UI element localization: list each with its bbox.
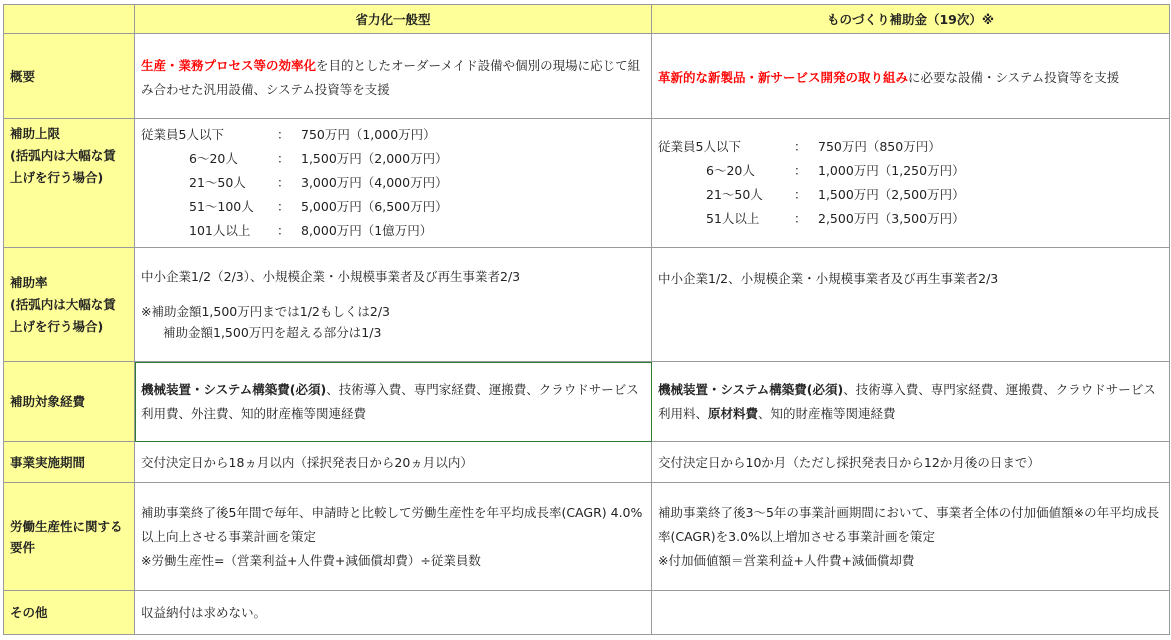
- tier-colon: ：: [277, 175, 290, 190]
- productivity-left-text: 補助事業終了後5年間で毎年、申請時と比較して労働生産性を年平均成長率(CAGR) 4.0%以上向上させる事業計画を策定: [141, 504, 643, 544]
- row-productivity: [4, 483, 1170, 591]
- tier-colon: ：: [277, 151, 290, 166]
- label-productivity: 労働生産性に関する要件: [4, 483, 135, 591]
- tier-size: 従業員5人以下: [658, 139, 741, 154]
- tier-colon: ：: [794, 163, 807, 178]
- tier-value: 750万円（850万円）: [818, 139, 941, 154]
- row-expenses: [4, 362, 1170, 442]
- tier-size: 21～50人: [706, 187, 763, 202]
- expenses-left-required: 機械装置・システム構築費(必須): [141, 381, 327, 397]
- tier-colon: ：: [277, 127, 290, 142]
- limit-right-tier: [658, 207, 1163, 231]
- tier-colon: ：: [277, 199, 290, 214]
- tier-colon: ：: [277, 223, 290, 238]
- overview-left-text: を目的としたオーダーメイド設備や個別の現場に応じて組み合わせた汎用設備、システム投資等を支援: [141, 58, 641, 97]
- limit-left-tier: [141, 123, 645, 147]
- expenses-left-text: 、技術導入費、専門家経費、運搬費、クラウドサービス 利用費、外注費、知的財産権等関連経費: [141, 381, 639, 421]
- spacer: [141, 287, 645, 301]
- tier-size: 6～20人: [706, 163, 755, 178]
- limit-right-tier: [658, 135, 1163, 159]
- limit-left: [135, 119, 652, 248]
- expenses-right-materials: 原材料費: [708, 405, 759, 421]
- comparison-table: [3, 4, 1170, 635]
- expenses-right-required: 機械装置・システム構築費(必須): [658, 381, 844, 397]
- tier-value: 8,000万円（1億万円）: [301, 223, 433, 238]
- header-col2: ものづくり補助金（19次）※: [652, 5, 1170, 34]
- limit-right: [652, 119, 1170, 248]
- tier-value: 3,000万円（4,000万円）: [301, 175, 448, 190]
- label-expenses: 補助対象経費: [4, 362, 135, 442]
- period-left: 交付決定日から18ヵ月以内（採択発表日から20ヵ月以内）: [135, 442, 652, 483]
- overview-left-emphasis: 生産・業務プロセス等の効率化: [141, 58, 317, 73]
- rate-left-note: ※補助金額1,500万円までは1/2もしくは2/3: [141, 304, 390, 319]
- tier-value: 1,500万円（2,000万円）: [301, 151, 448, 166]
- rate-right: 中小企業1/2、小規模企業・小規模事業者及び再生事業者2/3: [652, 248, 1170, 362]
- header-row: [4, 5, 1170, 34]
- productivity-right: [652, 483, 1170, 591]
- other-right: [652, 591, 1170, 635]
- rate-left-main: 中小企業1/2（2/3）、小規模企業・小規模事業者及び再生事業者2/3: [141, 269, 521, 284]
- label-other: その他: [4, 591, 135, 635]
- rate-left-note-cont: 補助金額1,500万円を超える部分は1/3: [163, 325, 382, 340]
- limit-left-tier: [141, 195, 645, 219]
- tier-size: 21～50人: [189, 175, 246, 190]
- label-period: 事業実施期間: [4, 442, 135, 483]
- expenses-left: [135, 362, 652, 442]
- row-rate: [4, 248, 1170, 362]
- productivity-left: [135, 483, 652, 591]
- period-right: 交付決定日から10か月（ただし採択発表日から12か月後の日まで）: [652, 442, 1170, 483]
- tier-value: 2,500万円（3,500万円）: [818, 211, 965, 226]
- overview-right-text: に必要な設備・システム投資等を支援: [908, 70, 1120, 85]
- other-left: 収益納付は求めない。: [135, 591, 652, 635]
- tier-colon: ：: [794, 211, 807, 226]
- label-limit: 補助上限 (括弧内は大幅な賃上げを行う場合): [4, 119, 135, 248]
- corner-cell: [4, 5, 135, 34]
- productivity-right-text: 補助事業終了後3～5年の事業計画期間において、事業者全体の付加価値額※の年平均成長率(CAGR)を3.0%以上増加させる事業計画を策定: [658, 504, 1160, 544]
- tier-size: 51人以上: [706, 211, 760, 226]
- row-overview: [4, 34, 1170, 119]
- tier-value: 1,500万円（2,500万円）: [818, 187, 965, 202]
- tier-value: 1,000万円（1,250万円）: [818, 163, 965, 178]
- expenses-right: [652, 362, 1170, 442]
- productivity-right-note: ※付加価値額＝営業利益+人件費+減価償却費: [658, 552, 915, 568]
- label-overview: 概要: [4, 34, 135, 119]
- row-other: [4, 591, 1170, 635]
- limit-right-tier: [658, 183, 1163, 207]
- limit-left-tier: [141, 147, 645, 171]
- limit-right-tier: [658, 159, 1163, 183]
- tier-size: 6～20人: [189, 151, 238, 166]
- row-period: [4, 442, 1170, 483]
- tier-size: 101人以上: [189, 223, 251, 238]
- row-limit: [4, 119, 1170, 248]
- tier-colon: ：: [794, 187, 807, 202]
- tier-value: 750万円（1,000万円）: [301, 127, 436, 142]
- tier-colon: ：: [794, 139, 807, 154]
- header-col1: 省力化一般型: [135, 5, 652, 34]
- overview-right: [652, 34, 1170, 119]
- tier-size: 従業員5人以下: [141, 127, 224, 142]
- rate-left: [135, 248, 652, 362]
- expenses-right-text: 、技術導入費、専門家経費、運搬費、クラウドサービス利用料、: [658, 381, 1156, 421]
- overview-right-emphasis: 革新的な新製品・新サービス開発の取り組み: [658, 70, 909, 85]
- tier-value: 5,000万円（6,500万円）: [301, 199, 448, 214]
- expenses-right-text-end: 、知的財産権等関連経費: [758, 405, 896, 421]
- tier-size: 51～100人: [189, 199, 254, 214]
- limit-left-tier: [141, 171, 645, 195]
- label-rate: 補助率 (括弧内は大幅な賃上げを行う場合): [4, 248, 135, 362]
- limit-left-tier: [141, 219, 645, 243]
- overview-left: [135, 34, 652, 119]
- productivity-left-note: ※労働生産性=（営業利益+人件費+減価償却費）÷従業員数: [141, 552, 481, 568]
